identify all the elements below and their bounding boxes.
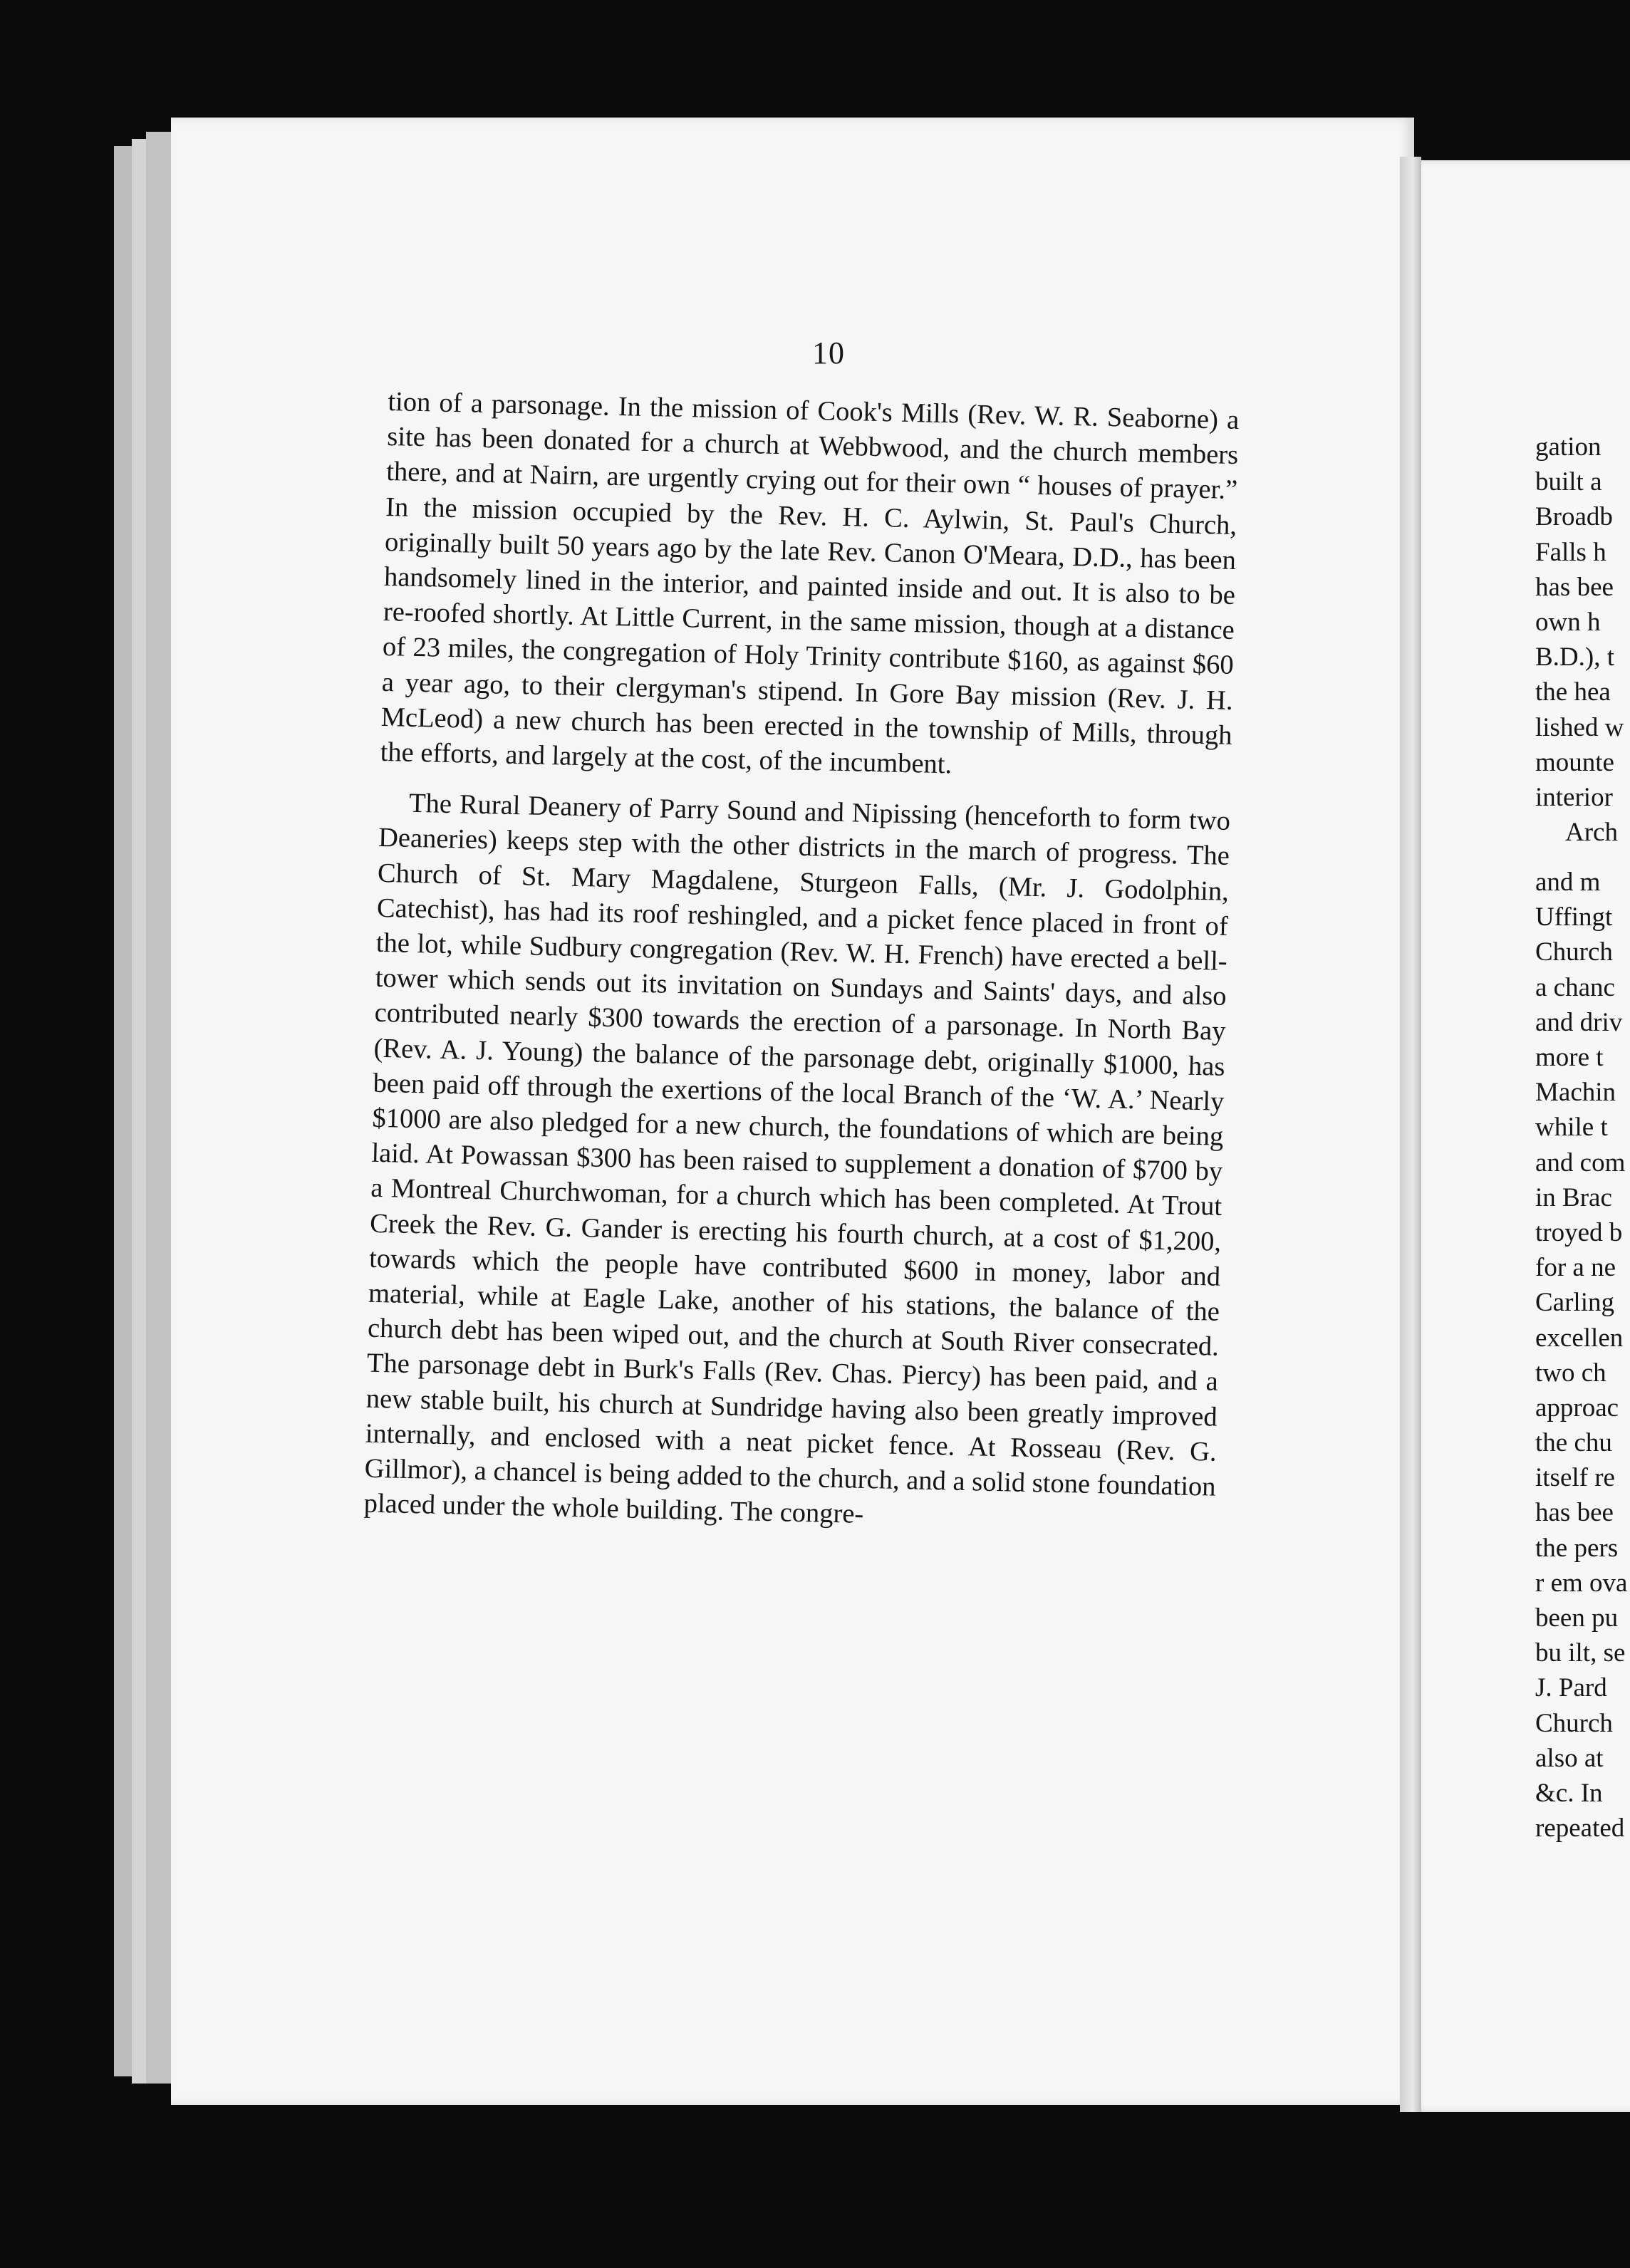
text-line: the pers (1535, 1533, 1619, 1563)
text-line: has bee (1535, 1498, 1614, 1528)
text-line: in Brac (1535, 1182, 1612, 1212)
text-line: &c. In (1535, 1778, 1603, 1808)
text-line: r em ova (1535, 1568, 1628, 1598)
text-line: Falls h (1535, 537, 1606, 567)
text-line: for a ne (1535, 1253, 1616, 1283)
text-line: Arch (1565, 818, 1618, 848)
paragraph: tion of a parsonage. In the mission of Cook's Mills (Rev. W. R. Seaborne) a site has been donated for a church at Webbwood, and the church members there, and at Nairn, are urgently crying out for their own “ houses of prayer.” In the mission occupied by the Rev. H. C. Aylwin, St. Paul's Church, originally built 50 years ago by the late Rev. Canon O'Meara, D.D., has been handsomely lined in the interior, and painted inside and out. It is also to be re-roofed shortly. At Little Current, in the same mission, though at a distance of 23 miles, the congregation of Holy Trinity contribute $160, as against $60 a year ago, to their clergyman's stipend. In Gore Bay mission (Rev. J. H. McLeod) a new church has been erected in the township of Mills, through the efforts, and largely at the cost, of the incumbent. (380, 386, 1240, 780)
text-line: a chanc (1535, 972, 1615, 1002)
text-line: and m (1535, 868, 1601, 898)
page-number: 10 (812, 335, 845, 370)
paragraph: The Rural Deanery of Parry Sound and Nipissing (henceforth to form two Deaneries) keeps step with the other districts in the march of progress. The Church of St. Mary Magdalene, Sturgeon Falls, (Mr. J. Godolphin, Catechist), has had its roof reshingled, and a picket fence placed in front of the lot, while Sudbury congregation (Rev. W. H. French) have erected a bell-tower which sends out its invitation on Sundays and Saints' days, and also contributed nearly $300 towards the erection of a parsonage. In North Bay (Rev. A. J. Young) the balance of the parsonage debt, originally $1000, has been paid off through the exertions of the local Branch of the ‘W. A.’ Nearly $1000 are also pledged for a new church, the foundations of which are being laid. At Powassan $300 has been raised to supplement a donation of $700 by a Montreal Churchwoman, for a church which has been completed. At Trout Creek the Rev. G. Gander is erecting his fourth church, at a cost of $1,200, towards which the people have contributed $600 in money, labor and material, while at Eagle Lake, another of his stations, the balance of the church debt has been wiped out, and the church at South River consecrated. The parsonage debt in Burk's Falls (Rev. Chas. Piercy) has been paid, and a new stable built, his church at Sundridge having also been greatly improved internally, and enclosed with a neat picket fence. At Rosseau (Rev. G. Gillmor), a chancel is being added to the church, and a solid stone foundation placed under the whole building. The congre- (363, 789, 1231, 1530)
text-line: Church (1535, 1708, 1613, 1738)
text-line: bu ilt, se (1535, 1638, 1626, 1668)
text-line: B.D.), t (1535, 643, 1614, 672)
text-line: Church (1535, 937, 1613, 967)
text-line: mounte (1535, 747, 1614, 777)
text-line: lished w (1535, 712, 1624, 742)
text-line: the chu (1535, 1428, 1612, 1458)
text-line: been pu (1535, 1603, 1619, 1633)
text-line: Uffingt (1535, 902, 1613, 932)
text-line: itself re (1535, 1463, 1615, 1493)
text-line: Carling (1535, 1288, 1614, 1318)
text-line: approac (1535, 1393, 1619, 1422)
paragraph-break (1535, 815, 1630, 865)
text-line: interior (1535, 782, 1613, 812)
text-line: troyed b (1535, 1217, 1623, 1247)
text-line: Machin (1535, 1078, 1616, 1108)
text-line: the hea (1535, 677, 1611, 707)
text-line: Broadb (1535, 502, 1613, 532)
text-line: has bee (1535, 572, 1614, 602)
right-page-text (1535, 430, 1630, 1846)
text-line: two ch (1535, 1358, 1606, 1388)
text-line: own h (1535, 607, 1601, 637)
text-line: built a (1535, 467, 1602, 497)
text-line: and driv (1535, 1007, 1623, 1037)
text-line: repeated (1535, 1814, 1625, 1843)
text-line: also at (1535, 1743, 1604, 1773)
text-line: excellen (1535, 1323, 1624, 1353)
book-gutter (1400, 157, 1421, 2112)
text-line: and com (1535, 1148, 1626, 1177)
left-page-text (363, 385, 1240, 1540)
text-line: while t (1535, 1113, 1608, 1143)
text-line: J. Pard (1535, 1673, 1607, 1703)
text-line: gation (1535, 432, 1602, 462)
text-line: more t (1535, 1043, 1604, 1072)
